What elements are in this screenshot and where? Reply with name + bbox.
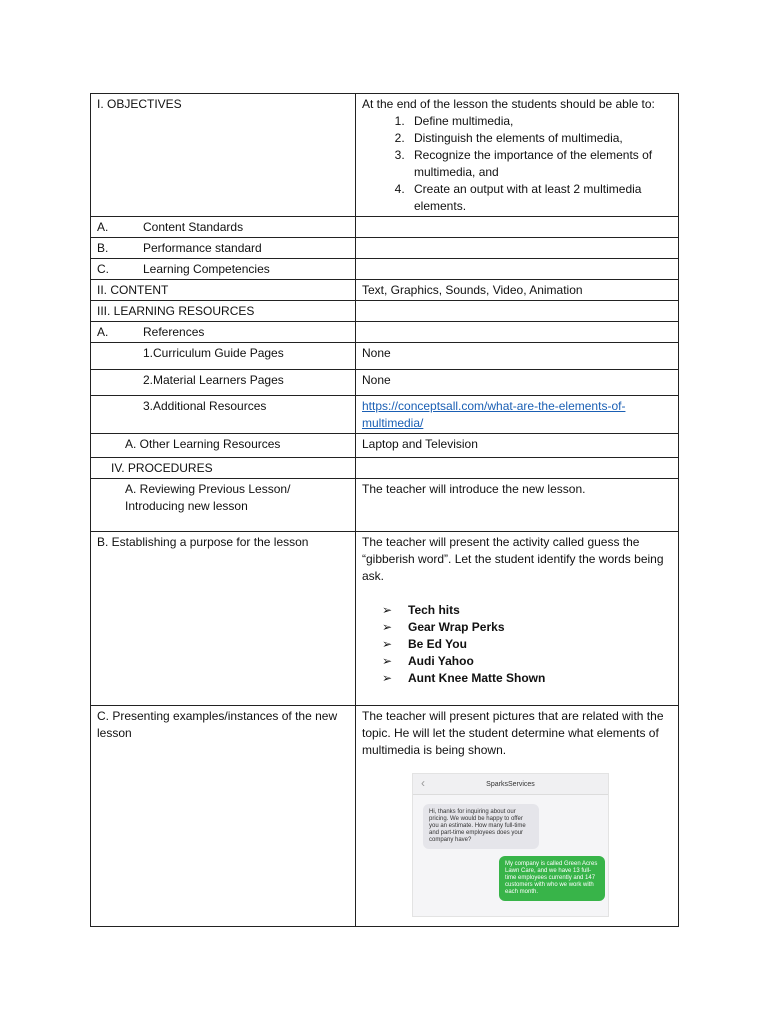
procedure-a-text: A. Reviewing Previous Lesson/ Introducing new lesson (125, 482, 291, 513)
gibberish-word (382, 602, 672, 619)
content-standards-value (356, 217, 679, 238)
material-learners-text: 2.Material Learners Pages (143, 373, 284, 387)
material-learners-value: None (356, 370, 679, 396)
curriculum-guide-label (91, 343, 356, 370)
gibberish-word-text: Audi Yahoo (408, 654, 474, 668)
content-value: Text, Graphics, Sounds, Video, Animation (356, 280, 679, 301)
performance-standard-letter: B. (97, 241, 109, 255)
references-text: References (143, 325, 205, 339)
learning-competencies-letter: C. (97, 262, 109, 276)
objective-item: 4. Create an output with at least 2 multimedia elements. (408, 181, 672, 215)
procedure-b-label: B. Establishing a purpose for the lesson (91, 532, 356, 706)
procedure-b-value (356, 532, 679, 706)
objectives-row (91, 94, 679, 217)
material-learners-row (91, 370, 679, 396)
arrow-bullet-icon: ➢ (382, 620, 393, 634)
objectives-label: I. OBJECTIVES (91, 94, 356, 217)
performance-standard-value (356, 238, 679, 259)
references-value (356, 322, 679, 343)
learning-resources-value (356, 301, 679, 322)
learning-competencies-value (356, 259, 679, 280)
additional-resources-label (91, 396, 356, 434)
other-resources-label (91, 434, 356, 458)
content-row (91, 280, 679, 301)
arrow-bullet-icon: ➢ (382, 654, 393, 668)
sms-header (413, 774, 608, 795)
sms-contact-name: SparksServices (486, 781, 535, 788)
gibberish-word-text: Tech hits (408, 603, 460, 617)
gibberish-word (382, 619, 672, 636)
content-label: II. CONTENT (91, 280, 356, 301)
learning-competencies-text: Learning Competencies (143, 262, 270, 276)
gibberish-word (382, 653, 672, 670)
gibberish-word (382, 670, 672, 687)
objective-item: 2. Distinguish the elements of multimedia, (408, 130, 672, 147)
incoming-message-bubble: Hi, thanks for inquiring about our pricing. We would be happy to offer you an estimate. How many full-time and part-time employees does your company have? (423, 804, 539, 849)
other-resources-text: A. Other Learning Resources (125, 437, 281, 451)
other-resources-row (91, 434, 679, 458)
content-standards-text: Content Standards (143, 220, 244, 234)
lesson-plan-table (90, 93, 679, 927)
procedures-text: IV. PROCEDURES (111, 461, 213, 475)
sms-screenshot-image (412, 773, 609, 917)
additional-resources-value (356, 396, 679, 434)
gibberish-word-text: Gear Wrap Perks (408, 620, 505, 634)
performance-standard-row (91, 238, 679, 259)
arrow-bullet-icon: ➢ (382, 671, 393, 685)
procedure-c-text: The teacher will present pictures that are related with the topic. He will let the student determine what elements of multimedia is being shown. (362, 709, 664, 757)
procedure-a-value: The teacher will introduce the new lesson. (356, 479, 679, 532)
content-standards-letter: A. (97, 220, 109, 234)
references-row (91, 322, 679, 343)
additional-resources-link[interactable]: https://conceptsall.com/what-are-the-elements-of-multimedia/ (362, 399, 626, 430)
arrow-bullet-icon: ➢ (382, 637, 393, 651)
procedure-a-row (91, 479, 679, 532)
learning-competencies-row (91, 259, 679, 280)
procedure-c-value (356, 706, 679, 927)
procedures-value (356, 458, 679, 479)
curriculum-guide-value: None (356, 343, 679, 370)
curriculum-guide-text: 1.Curriculum Guide Pages (143, 346, 284, 360)
procedure-c-label: C. Presenting examples/instances of the new lesson (91, 706, 356, 927)
performance-standard-text: Performance standard (143, 241, 262, 255)
gibberish-word-list (362, 602, 672, 687)
additional-resources-row (91, 396, 679, 434)
learning-competencies-label (91, 259, 356, 280)
arrow-bullet-icon: ➢ (382, 603, 393, 617)
performance-standard-label (91, 238, 356, 259)
objectives-list (362, 113, 672, 215)
procedure-b-text: The teacher will present the activity called guess the “gibberish word”. Let the student identify the words being ask. (362, 535, 664, 583)
objectives-content (356, 94, 679, 217)
procedure-a-label (91, 479, 356, 532)
procedure-c-row (91, 706, 679, 927)
procedure-b-row (91, 532, 679, 706)
learning-resources-row (91, 301, 679, 322)
content-standards-row (91, 217, 679, 238)
material-learners-label (91, 370, 356, 396)
gibberish-word-text: Be Ed You (408, 637, 467, 651)
objective-item: 1. Define multimedia, (408, 113, 672, 130)
content-standards-label (91, 217, 356, 238)
other-resources-value: Laptop and Television (356, 434, 679, 458)
references-label (91, 322, 356, 343)
back-chevron-icon: ‹ (421, 776, 425, 790)
procedures-label (91, 458, 356, 479)
objectives-intro: At the end of the lesson the students should be able to: (362, 97, 655, 111)
objective-item: 3. Recognize the importance of the elements of multimedia, and (408, 147, 672, 181)
gibberish-word (382, 636, 672, 653)
gibberish-word-text: Aunt Knee Matte Shown (408, 671, 546, 685)
learning-resources-label: III. LEARNING RESOURCES (91, 301, 356, 322)
procedures-row (91, 458, 679, 479)
curriculum-guide-row (91, 343, 679, 370)
additional-resources-text: 3.Additional Resources (143, 399, 267, 413)
outgoing-message-bubble: My company is called Green Acres Lawn Care, and we have 13 full-time employees currently and 147 customers with who we work with each month. (499, 856, 605, 901)
references-letter: A. (97, 325, 109, 339)
